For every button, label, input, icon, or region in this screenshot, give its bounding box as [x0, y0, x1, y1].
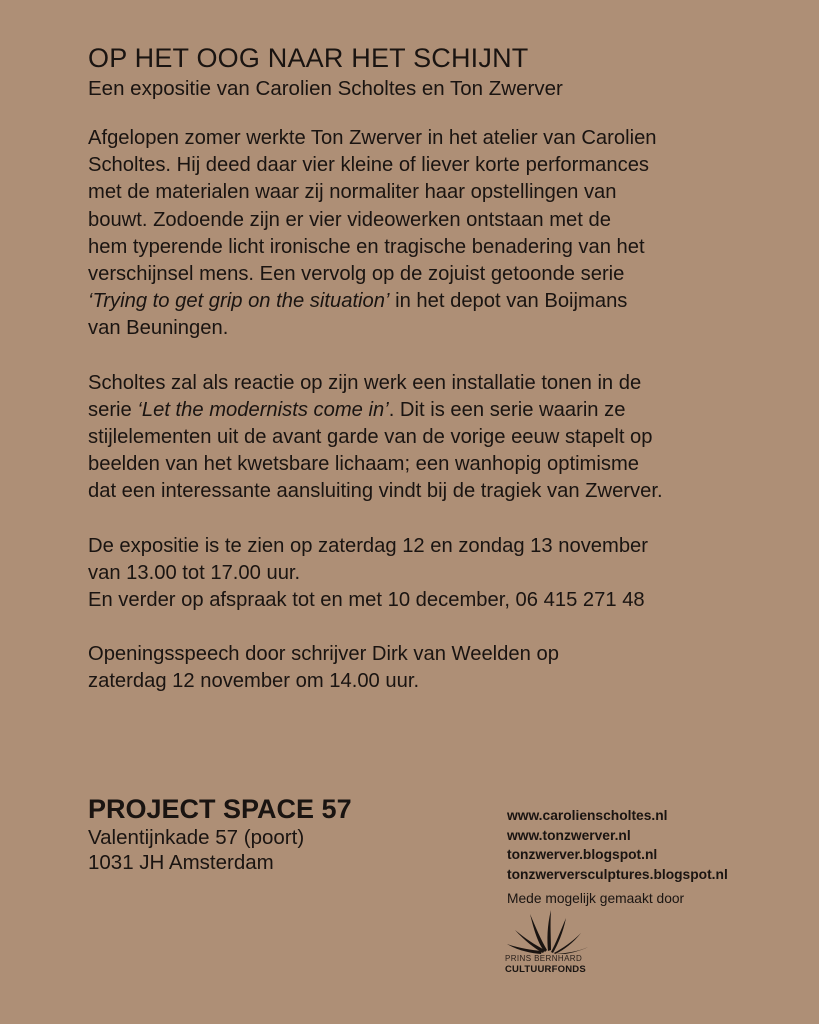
text-line: beelden van het kwetsbare lichaam; een wanhopig optimisme: [88, 453, 639, 476]
venue-city: 1031 JH Amsterdam: [88, 851, 274, 874]
text-segment: in het depot van Boijmans: [389, 290, 628, 313]
body-text: [88, 125, 748, 723]
venue-name: PROJECT SPACE 57: [88, 794, 352, 824]
venue-street: Valentijnkade 57 (poort): [88, 826, 305, 849]
link-tonzwerver-sculptures-blog[interactable]: tonzwerversculptures.blogspot.nl: [507, 866, 728, 882]
sponsor-credit: Mede mogelijk gemaakt door: [507, 891, 685, 906]
text-line: verschijnsel mens. Een vervolg op de zojuist getoonde serie: [88, 263, 625, 286]
paragraph-dates: [88, 533, 748, 615]
text-line: Scholtes. Hij deed daar vier kleine of liever korte performances: [88, 154, 650, 177]
paragraph-opening: [88, 641, 748, 695]
text-line: van Beuningen.: [88, 317, 229, 340]
work-title-modernists: ‘Let the modernists come in’: [137, 398, 389, 421]
text-line: van 13.00 tot 17.00 uur.: [88, 561, 301, 584]
logo-text-prins-bernhard: PRINS BERNHARD: [505, 954, 583, 963]
link-carolienscholtes[interactable]: www.carolienscholtes.nl: [507, 808, 668, 823]
text-segment: serie: [88, 398, 138, 421]
text-line: Scholtes zal als reactie op zijn werk een installatie tonen in de: [88, 371, 642, 394]
paragraph-installation: [88, 370, 748, 506]
link-tonzwerver-blog[interactable]: tonzwerver.blogspot.nl: [507, 847, 658, 862]
text-line: hem typerende licht ironische en tragische benadering van het: [88, 235, 645, 258]
page-title: OP HET OOG NAAR HET SCHIJNT: [88, 43, 529, 73]
text-line: [88, 288, 748, 315]
page-subtitle: Een expositie van Carolien Scholtes en Ton Zwerver: [88, 77, 563, 100]
text-line: Afgelopen zomer werkte Ton Zwerver in het atelier van Carolien: [88, 127, 657, 149]
text-line: stijlelementen uit de avant garde van de vorige eeuw stapelt op: [88, 426, 653, 449]
text-line: bouwt. Zodoende zijn er vier videowerken ontstaan met de: [88, 208, 611, 231]
text-line: met de materialen waar zij normaliter haar opstellingen van: [88, 181, 617, 204]
text-line: zaterdag 12 november om 14.00 uur.: [88, 670, 420, 693]
website-links: [507, 806, 728, 884]
venue-block: [88, 793, 352, 875]
link-tonzwerver[interactable]: www.tonzwerver.nl: [507, 827, 631, 843]
paragraph-intro: [88, 125, 748, 343]
text-line: En verder op afspraak tot en met 10 december, 06 415 271 48: [88, 589, 645, 612]
text-line: [88, 397, 748, 424]
leaf-emblem-icon: [505, 908, 590, 954]
logo-text-cultuurfonds: CULTUURFONDS: [505, 964, 586, 975]
prins-bernhard-cultuurfonds-logo: [505, 908, 590, 978]
text-segment: . Dit is een serie waarin ze: [388, 398, 626, 421]
text-line: dat een interessante aansluiting vindt bij de tragiek van Zwerver.: [88, 480, 663, 503]
text-line: De expositie is te zien op zaterdag 12 en zondag 13 november: [88, 534, 649, 557]
text-line: Openingsspeech door schrijver Dirk van Weelden op: [88, 643, 559, 666]
work-title-trying: ‘Trying to get grip on the situation’: [88, 290, 390, 313]
